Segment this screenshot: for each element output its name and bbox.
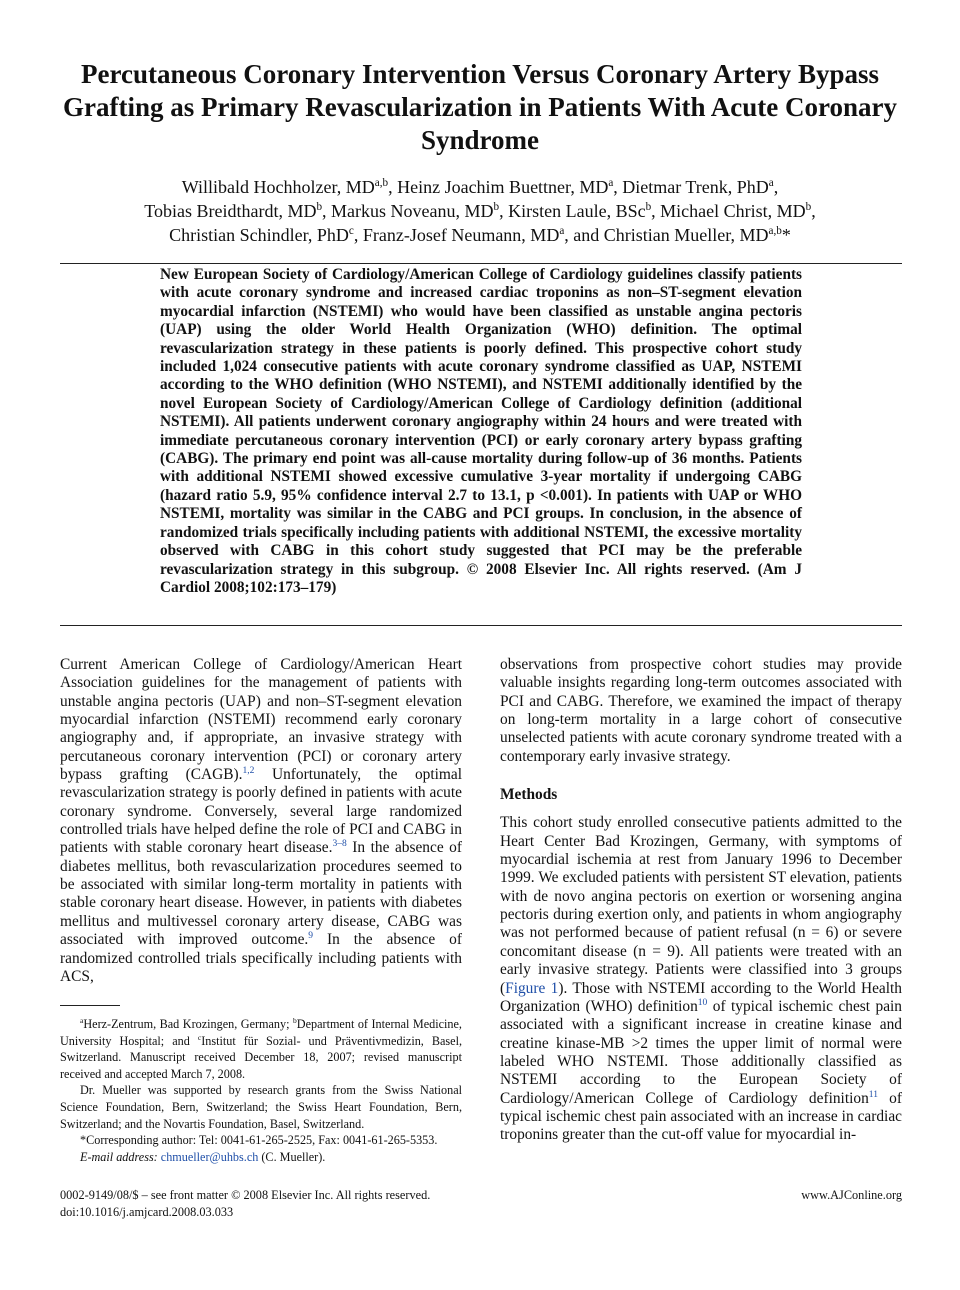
correspondence-footnote: *Corresponding author: Tel: 0041-61-265-2525, Fax: 0041-61-265-5353. [80, 1133, 438, 1148]
author-separator: , [651, 201, 661, 221]
footnote-sup: c [197, 1032, 202, 1042]
abstract: New European Society of Cardiology/American College of Cardiology guidelines classify patients with acute coronary syndrome and increased cardiac troponins as non–ST-segment elevation myocardial infarction (NSTEMI) who would have been classified as unstable angina pectoris (UAP) using the older World Health Organization (WHO) definition. The optimal revascularization strategy in these patients is poorly defined. This prospective cohort study included 1,024 consecutive patients with acute coronary syndrome classified as UAP, NSTEMI according to the WHO definition (WHO NSTEMI), and NSTEMI additionally identified by the novel European Society of Cardiology/American College of Cardiology definition (additional NSTEMI). All patients underwent coronary angiography within 24 hours and were treated with immediate percutaneous coronary intervention (PCI) or early coronary artery bypass grafting (CABG). The primary end point was all-cause mortality during follow-up of 36 months. Patients with additional NSTEMI showed excessive cumulative 3-year mortality if undergoing CABG (hazard ratio 5.9, 95% confidence interval 2.7 to 13.1, p <0.001). In patients with UAP or WHO NSTEMI, mortality was similar in the CABG and PCI groups. In conclusion, in the absence of randomized trials specifically including patients with additional NSTEMI, the excessive mortality observed with CABG in this cohort study suggested that PCI may be the preferable revascularization strategy in this subgroup. © 2008 Elsevier Inc. All rights reserved. (Am J Cardiol 2008;102:173–179) [160, 266, 802, 596]
author-name: Willibald Hochholzer, MD [181, 177, 375, 197]
footnote-sup: b [293, 1015, 297, 1025]
email-footnote [60, 1149, 462, 1166]
doi-line: doi:10.1016/j.amjcard.2008.03.033 [60, 1205, 234, 1219]
author-name: Christian Mueller, MD [603, 225, 769, 245]
author-affiliation: c [348, 225, 354, 237]
author-name: Michael Christ, MD [660, 201, 806, 221]
author-separator: , and [564, 225, 604, 245]
author-affiliation: b [493, 201, 500, 213]
footnote-divider [60, 1005, 120, 1006]
intro-paragraph-continued: observations from prospective cohort studies may provide valuable insights regarding long-term outcomes associated with PCI and CABG. Therefore, we examined the impact of therapy on long-term mortality in a large cohort of consecutive unselected patients with acute coronary syndrome treated with a contemporary early invasive strategy. [500, 656, 902, 765]
affiliation-footnote [60, 1016, 462, 1082]
author-affiliation: b [805, 201, 812, 213]
author-name: Tobias Breidthardt, MD [144, 201, 317, 221]
footnote-text: Department of Internal Medicine, University Hospital; and [60, 1017, 462, 1048]
author-separator: , [499, 201, 509, 221]
author-separator: , [322, 201, 332, 221]
author-name: Kirsten Laule, BSc [508, 201, 646, 221]
abstract-bottom-divider [60, 625, 902, 626]
right-column [500, 656, 902, 1145]
citation-link[interactable]: 3–8 [332, 838, 347, 850]
author-name: Dietmar Trenk, PhD [622, 177, 769, 197]
footnote-text: Herz-Zentrum, Bad Krozingen, Germany; [83, 1017, 294, 1031]
citation-link[interactable]: 9 [308, 930, 314, 942]
citation-link[interactable]: 11 [868, 1088, 878, 1100]
footnote-sup: a [80, 1015, 84, 1025]
intro-text: In the absence of randomized controlled trials specifically including patients with ACS, [60, 931, 462, 985]
author-affiliation: a [559, 225, 565, 237]
intro-text: In the absence of diabetes mellitus, both revascularization procedures seemed to be associated with similar long-term mortality in patients with stable coronary heart disease. However, in patients with diabetes mellitus and multivessel coronary artery disease, CABG was associated with improved outcome. [60, 839, 462, 949]
footnote-text: Institut für Sozial- und Präventivmedizin, Basel, Switzerland. Manuscript received December 18, 2007; revised manuscript received and accepted March 7, 2008. [60, 1033, 463, 1081]
author-affiliation: a [608, 177, 614, 189]
citation-link[interactable]: 1,2 [242, 764, 255, 776]
corresponding-mark: * [781, 225, 791, 245]
abstract-top-divider [60, 263, 902, 264]
author-affiliation: a,b [374, 177, 389, 189]
intro-text: Unfortunately, the optimal revascularization strategy is poorly defined in patients with acute coronary syndrome. Conversely, several large randomized controlled trials have helped define the role of PCI and CABG in patients with stable coronary heart disease. [60, 766, 462, 857]
email-label: E-mail address: [80, 1149, 158, 1164]
author-separator: , [773, 177, 779, 197]
methods-text: ). Those with NSTEMI according to the World Health Organization (WHO) definition [500, 979, 902, 1015]
author-affiliation: a [768, 177, 774, 189]
citation-link[interactable]: 10 [697, 996, 708, 1008]
methods-paragraph [500, 814, 902, 1144]
journal-website: www.AJConline.org [801, 1188, 902, 1202]
article-title: Percutaneous Coronary Intervention Versus Coronary Artery Bypass Grafting as Primary Revascularization in Patients With Acute Coronary Syndrome [63, 59, 897, 155]
intro-paragraph [60, 656, 462, 986]
author-affiliation: b [645, 201, 652, 213]
author-affiliation: a,b [768, 225, 782, 237]
author-affiliation: b [316, 201, 323, 213]
methods-heading: Methods [500, 786, 558, 804]
author-separator: , [811, 201, 816, 221]
author-name: Markus Noveanu, MD [331, 201, 494, 221]
email-link[interactable]: chmueller@uhbs.ch [160, 1149, 259, 1164]
author-name: Franz-Josef Neumann, MD [362, 225, 560, 245]
funding-footnote: Dr. Mueller was supported by research grants from the Swiss National Science Foundation, Bern, Switzerland; the Swiss Heart Foundation, Bern, Switzerland; and the Novartis Foundation, Basel, Switzerland. [60, 1083, 462, 1131]
footnote-text: (C. Mueller). [258, 1149, 326, 1164]
author-name: Christian Schindler, PhD [169, 225, 349, 245]
left-column [60, 656, 462, 986]
author-separator: , [353, 225, 363, 245]
author-separator: , [388, 177, 398, 197]
methods-text: of typical ischemic chest pain associated with a significant increase in creatine kinase and creatine kinase-MB >2 times the upper limit of normal were labeled WHO NSTEMI. Those additionally classified as NSTEMI according to the European Society of Cardiology/American College of Cardiology definition [500, 997, 902, 1107]
methods-text: of typical ischemic chest pain associated with an increase in cardiac troponins greater than the cut-off value for myocardial in- [500, 1089, 902, 1144]
author-separator: , [613, 177, 623, 197]
intro-text: Current American College of Cardiology/American Heart Association guidelines for the management of patients with unstable angina pectoris (UAP) and non–ST-segment elevation myocardial infarction (NSTEMI) recommend early coronary angiography and, if appropriate, an invasive strategy with percutaneous coronary intervention (PCI) or coronary artery bypass grafting (CAGB). [60, 656, 462, 784]
methods-text: This cohort study enrolled consecutive patients admitted to the Heart Center Bad Krozingen, Germany, with symptoms of myocardial ischemia at rest from January 1996 to December 1999. We excluded patients with persistent ST elevation, patients with de novo angina pectoris on exertion or worsening angina pectoris during exertion only, and patients in whom angiography was not performed because of patient refusal (n = 6) or severe concomitant disease (n = 9). All patients were treated with an early invasive strategy. Patients were classified into 3 groups ( [500, 814, 902, 997]
copyright-footer [60, 1187, 430, 1221]
footnotes [60, 1016, 462, 1165]
author-name: Heinz Joachim Buettner, MD [397, 177, 609, 197]
figure-link[interactable]: Figure 1 [505, 979, 559, 997]
author-list [60, 175, 900, 247]
front-matter-line: 0002-9149/08/$ – see front matter © 2008 Elsevier Inc. All rights reserved. [60, 1188, 431, 1202]
